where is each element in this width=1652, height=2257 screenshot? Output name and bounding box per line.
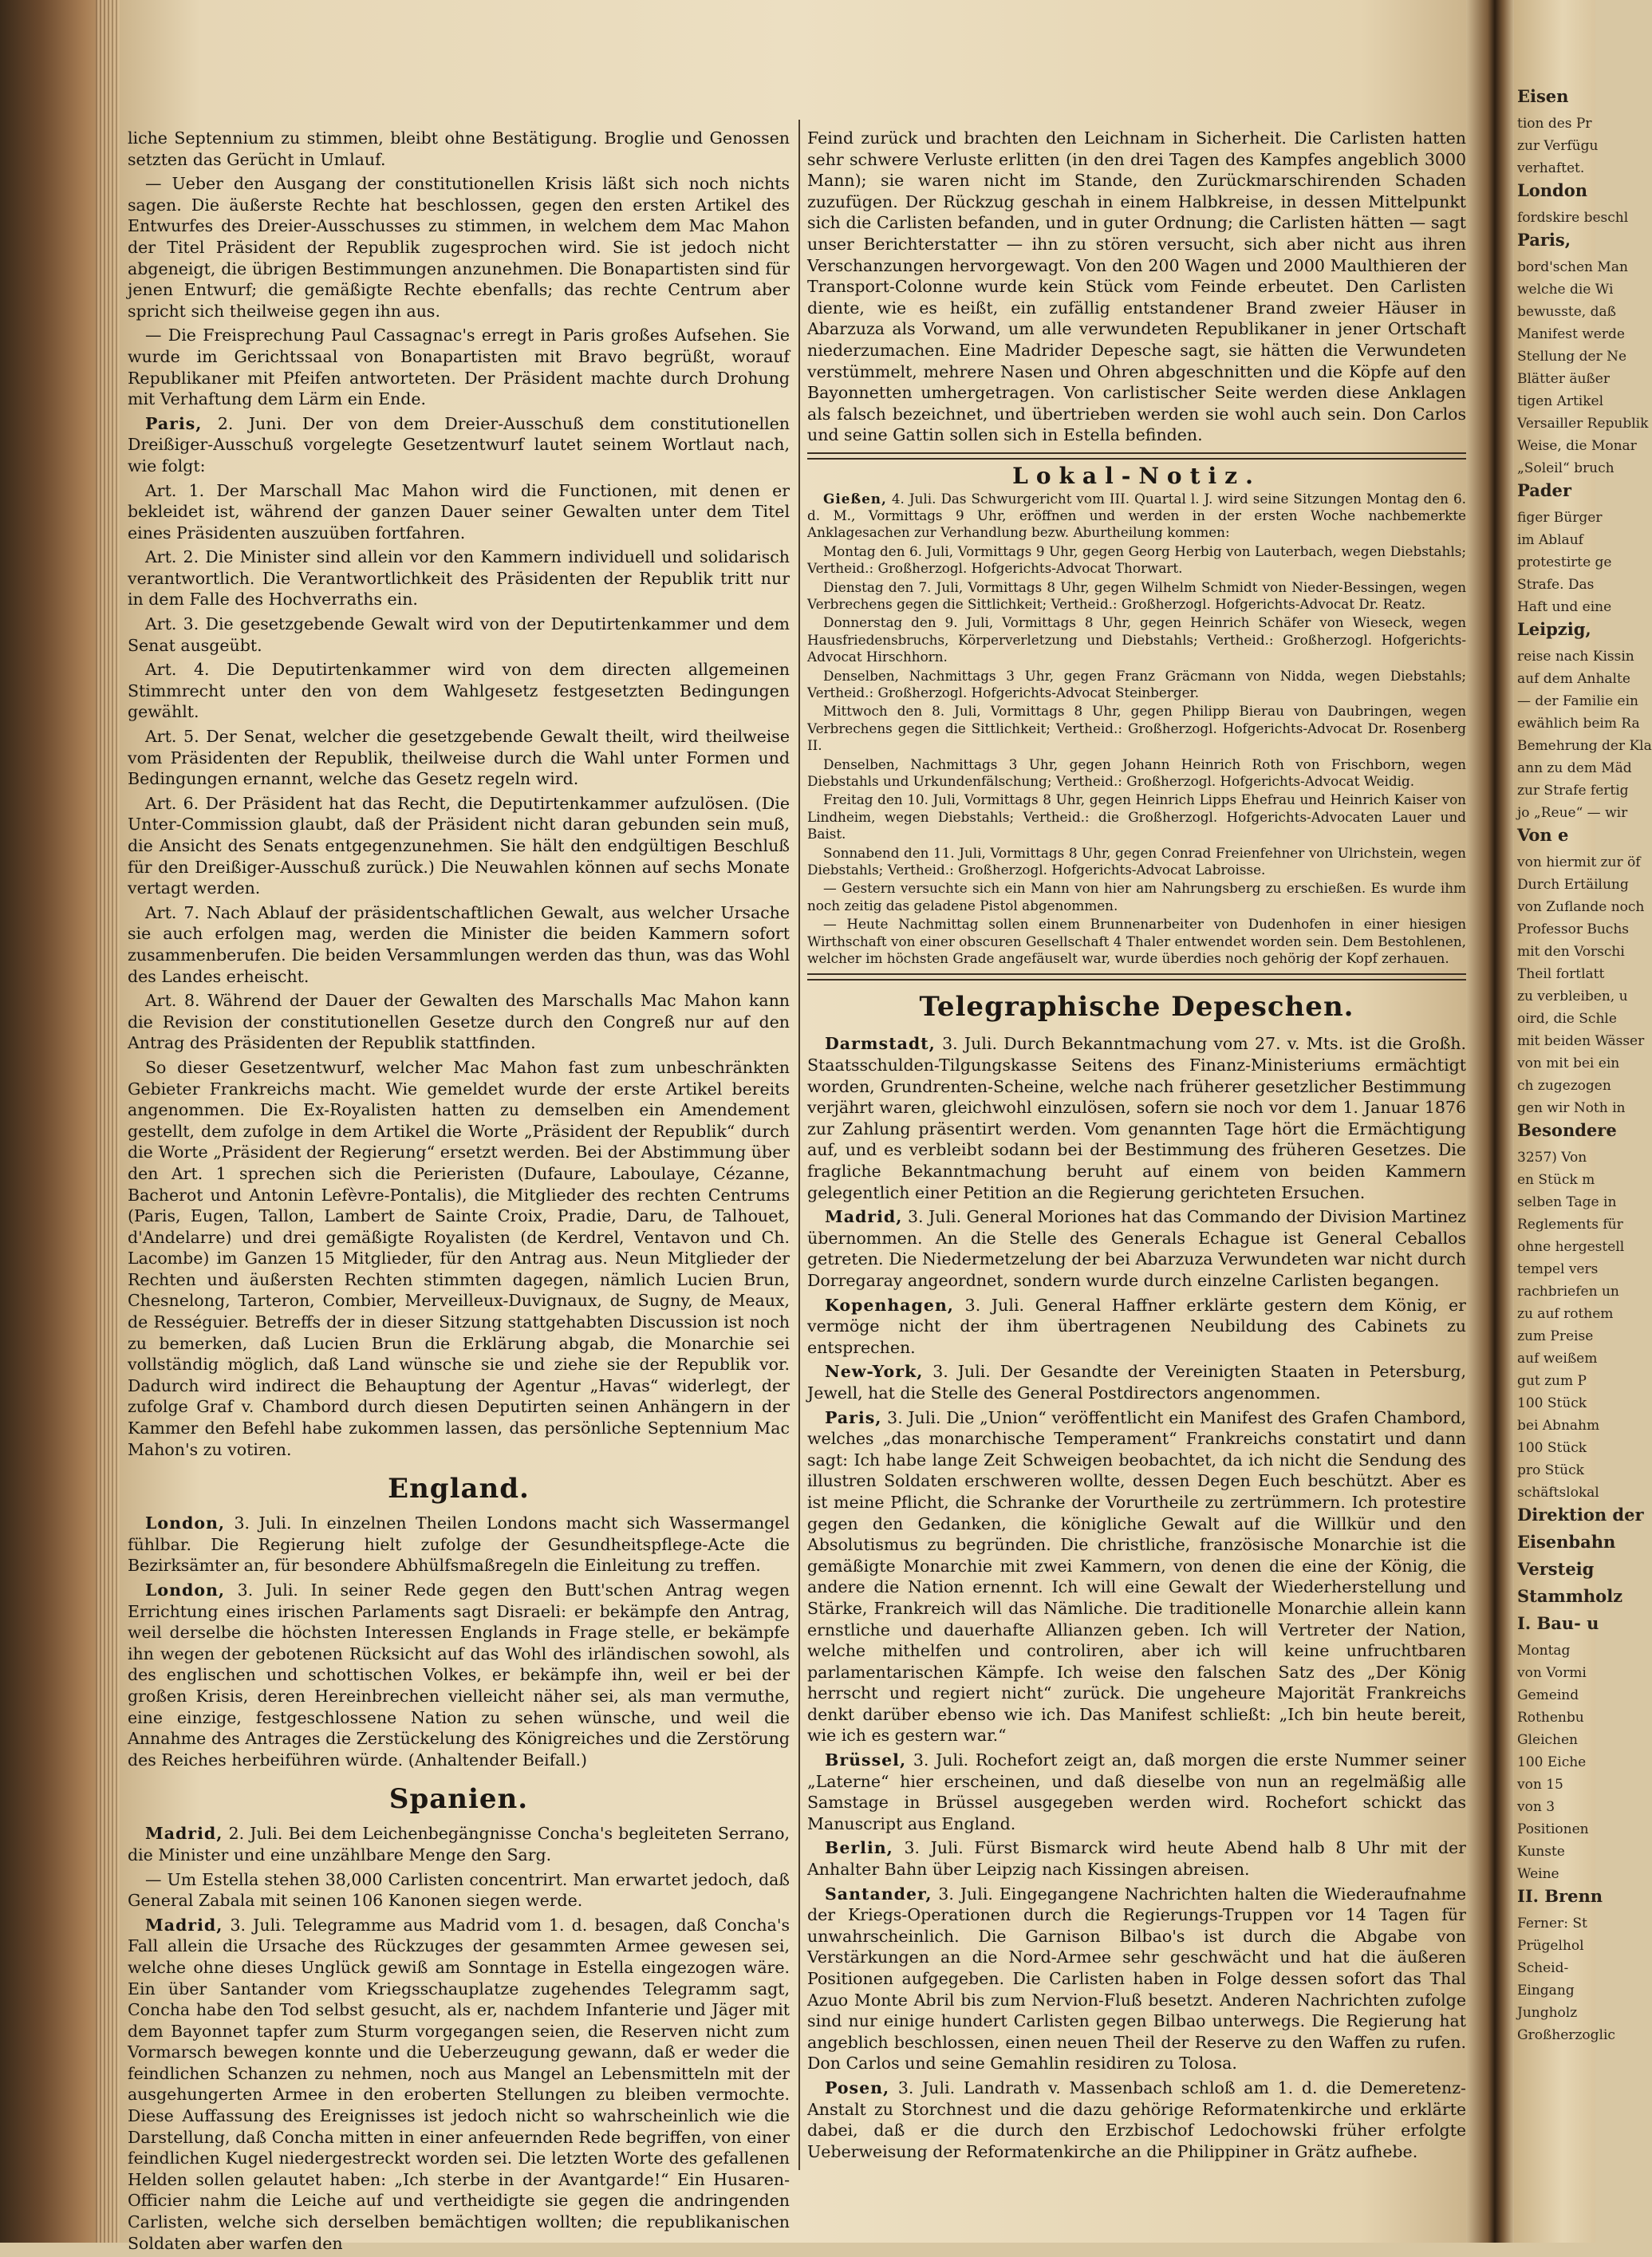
lokal-entry: Mittwoch den 8. Juli, Vormittags 8 Uhr, gegen Philipp Bierau von Daubringen, wegen Verbrechens gegen die Sittlichkeit; Vertheid.: Großherzogl. Hofgerichts-Advocat Dr. Rosenberg II. <box>807 703 1466 754</box>
lokal-entry: Denselben, Nachmittags 3 Uhr, gegen Johann Heinrich Roth von Frischborn, wegen Diebstahls und Urkundenfälschung; Vertheid.: Großherzogl. Hofgerichts-Advocat Weidig. <box>807 756 1466 789</box>
dateline: London, <box>145 1513 226 1533</box>
telegram-item <box>807 1295 1466 1359</box>
facing-page-line: Versailler Republik <box>1517 416 1649 432</box>
facing-page-line: Paris, <box>1517 230 1571 250</box>
item-text: — Um Estella stehen 38,000 Carlisten concentrirt. Man erwartet jedoch, daß General Zabala mit seinen 106 Kanonen siegen werde. <box>128 1869 790 1911</box>
facing-page-line: selben Tage in <box>1517 1194 1617 1210</box>
facing-page-line: Prügelhol <box>1517 1938 1584 1954</box>
facing-page-line: ann zu dem Mäd <box>1517 760 1632 776</box>
facing-page-line: ch zugezogen <box>1517 1078 1611 1094</box>
facing-page-line: Weise, die Monar <box>1517 438 1637 454</box>
lokal-entry: Freitag den 10. Juli, Vormittags 8 Uhr, gegen Heinrich Lipps Ehefrau und Heinrich Kaiser von Lindheim, wegen Diebstahls; Vertheid.: die Großherzogl. Hofgerichts-Advocaten Lauer und Baist. <box>807 791 1466 842</box>
facing-page-line: Manifest werde <box>1517 326 1625 342</box>
lokal-entry: — Gestern versuchte sich ein Mann von hier am Nahrungsberg zu erschießen. Es wurde ihm noch zeitig das geladene Pistol abgenommen. <box>807 880 1466 913</box>
date: 3. Juli. <box>897 2077 956 2097</box>
telegram-item <box>807 1407 1466 1747</box>
facing-page-line: verhaftet. <box>1517 160 1585 176</box>
facing-page-line: rachbriefen un <box>1517 1284 1619 1300</box>
facing-page-line: — der Familie ein <box>1517 693 1638 709</box>
item-text: Die „Union“ veröffentlicht ein Manifest des Grafen Chambord, welches „das monarchische Temperament“ Frankreichs constatirt und dann sagt: Ich habe lange Zeit Schweigen beobachtet, da ich nicht die Sendung des illustren Soldaten erschweren wollte, dessen Degen Euch beschützt. Aber es ist meine Pflicht, die Schranke der Vorurtheile zu zertrümmern. Ich protestire gegen den Gedanken, die königliche Gewalt auf die Willkür und den Absolutismus zu begründen. Die christliche, französische Monarchie ist die gemäßigte Monarchie mit zwei Kammern, von denen die eine der König, die andere die Nation ernennt. Ich will eine Gewalt der Wiederherstellung und Stärke, Frankreich will das Nämliche. Die traditionelle Monarchie allein kann ernstliche und dauerhafte Allianzen geben. Ich will Vertreter der Nation, welche mithelfen und controliren, aber ich will keine unfruchtbaren parlamentarischen Kämpfe. Ich weise den falschen Satz des „Der König herrscht und regiert nicht“ zurück. Die ungeheure Majorität Frankreichs denkt darüber ebenso wie ich. Das Manifest schließt: „Ich bin heute bereit, wie ich es gestern war.“ <box>807 1407 1466 1746</box>
dateline: Kopenhagen, <box>825 1295 954 1315</box>
dateline: London, <box>145 1580 226 1600</box>
facing-page-line: Bemehrung der Kla <box>1517 738 1652 754</box>
section-heading-spanien: Spanien. <box>388 1783 529 1816</box>
paragraph: So dieser Gesetzentwurf, welcher Mac Mahon fast zum unbeschränkten Gebieter Frankreichs macht. Wie gemeldet wurde der erste Artikel bereits angenommen. Die Ex-Royalisten hatten zu demselben ein Amendement gestellt, dem zufolge in dem Artikel die Worte „Präsident der Republik“ durch die Worte „Präsident der Regierung“ ersetzt werden. Bei der Abstimmung über den Art. 1 sprechen sich die Perieristen (Dufaure, Laboulaye, Cézanne, Bacherot und Antonin Lefèvre-Pontalis), die Mitglieder des rechten Centrums (Paris, Eugen, Tallon, Lambert de Sainte Croix, Pradie, Daru, de Talhouet, d'Andelarre) und drei gemäßigte Royalisten (de Kerdrel, Ventavon und Ch. Lacombe) im Ganzen 15 Mitglieder, für den Antrag aus. Neun Mitglieder der Rechten und äußersten Rechten stimmten dagegen, nämlich Lucien Brun, Chesnelong, Tarteron, Combier, Merveilleux-Duvignaux, de Sugny, de Meaux, de Rességuier. Betreffs der in dieser Sitzung stattgehabten Discussion ist noch zu bemerken, daß Lucien Brun die Erklärung abgab, die Monarchie sei vollständig möglich, daß Land wünsche sie und ziehe sie der Republik vor. Dadurch wird indirect die Behauptung der Agentur „Havas“ widerlegt, der zufolge Graf v. Chambord durch diesen Deputirten seinen Anhängern in der Kammer den Befehl habe zukommen lassen, das persönliche Septennium Mac Mahon's zu votiren. <box>128 1057 790 1459</box>
right-column <box>807 128 1466 2165</box>
article: Art. 1. Der Marschall Mac Mahon wird die Functionen, mit denen er bekleidet ist, während der ganzen Dauer seiner Gewalten unter dem Titel eines Präsidenten auszuüben fortfahren. <box>128 480 790 543</box>
facing-page-line: Rothenbu <box>1517 1710 1584 1726</box>
news-item <box>128 1513 790 1576</box>
item-text: In einzelnen Theilen Londons macht sich Wassermangel fühlbar. Die Regierung hielt zufolge der Gesundheitspflege-Acte die Bezirksämter an, für besondere Abhülfsmaßregeln die Einleitung zu treffen. <box>128 1513 790 1576</box>
facing-page-line: Eisenbahn <box>1517 1532 1616 1552</box>
facing-page-line: mit den Vorschi <box>1517 944 1625 960</box>
item-text: General Haffner erklärte gestern dem König, er vermöge nicht der ihm übertragenen Neubildung des Cabinets zu entsprechen. <box>807 1295 1466 1357</box>
article: Art. 7. Nach Ablauf der präsidentschaftlichen Gewalt, aus welcher Ursache sie auch erfolgen mag, werden die Minister die beiden Kammern sofort zusammenberufen. Die beiden Versammlungen werden das thun, was das Wohl des Landes erheischt. <box>128 902 790 986</box>
facing-page-line: Gleichen <box>1517 1732 1578 1748</box>
telegram-item <box>807 1750 1466 1834</box>
article: Art. 8. Während der Dauer der Gewalten des Marschalls Mac Mahon kann die Revision der constitutionellen Gesetze durch den Congreß nur auf den Antrag des Präsidenten der Republik stattfinden. <box>128 991 790 1053</box>
date: 3. Juli. <box>942 1034 997 1054</box>
news-item <box>128 1823 790 1865</box>
date: 3. Juli. <box>887 1407 941 1427</box>
facing-page-line: London <box>1517 180 1587 200</box>
article: Art. 5. Der Senat, welcher die gesetzgebende Gewalt theilt, wird theilweise vom Präsidenten der Republik, theilweise durch die Wahl unter Formen und Bedingungen ernannt, welche das Gesetz regeln wird. <box>128 727 790 789</box>
facing-page-line: Blätter äußer <box>1517 371 1610 387</box>
facing-page-line: Besondere <box>1517 1120 1617 1140</box>
facing-page-line: fordskire beschl <box>1517 210 1629 226</box>
facing-page-line: Gemeind <box>1517 1687 1579 1703</box>
lokal-entry: Montag den 6. Juli, Vormittags 9 Uhr, gegen Georg Herbig von Lauterbach, wegen Diebstahls; Vertheid.: Großherzogl. Hofgerichts-Advocat Thorwart. <box>807 543 1466 577</box>
item-text: General Moriones hat das Commando der Division Martinez übernommen. An die Stelle des Generals Echague ist General Ceballos getreten. Die Niedermetzelung der bei Abarzuza Verwundeten war nicht durch Dorregaray angeordnet, sondern wurde durch einzelne Carlisten begangen. <box>807 1207 1466 1290</box>
facing-page-line: en Stück m <box>1517 1172 1595 1188</box>
facing-page-line: bei Abnahm <box>1517 1418 1600 1434</box>
facing-page-line: Ferner: St <box>1517 1916 1587 1931</box>
date: 3. Juli. <box>938 1884 993 1904</box>
facing-page-line: Professor Buchs <box>1517 921 1630 937</box>
facing-page-line: zur Verfügu <box>1517 138 1599 154</box>
lokal-entry: Sonnabend den 11. Juli, Vormittags 8 Uhr, gegen Conrad Freienfehner von Ulrichstein, wegen Diebstahls; Vertheid.: Großherzogl. Hofgerichts-Advocat Labroisse. <box>807 844 1466 878</box>
facing-page-line: Theil fortlatt <box>1517 966 1605 982</box>
facing-page-line: tigen Artikel <box>1517 393 1604 409</box>
item-text: Landrath v. Massenbach schloß am 1. d. die Demeretenz-Anstalt zu Storchnest und die dazu gehörige Reformatenkirche und erklärte dabei, daß er die durch den Erzbischof Ledochowski früher erfolgte Ueberweisung der Reformatenkirche an die Philippiner in Grätz aufhebe. <box>807 2077 1466 2161</box>
facing-page-line: Reglements für <box>1517 1217 1623 1233</box>
section-rule <box>807 452 1466 460</box>
facing-page-line: Eingang <box>1517 1983 1575 1999</box>
facing-page-line: von mit bei ein <box>1517 1056 1620 1071</box>
telegram-item <box>807 1884 1466 2074</box>
date: 3. Juli. <box>913 1750 969 1770</box>
facing-page-line: von Vormi <box>1517 1665 1587 1681</box>
facing-page-line: tempel vers <box>1517 1261 1599 1277</box>
dateline: Berlin, <box>825 1838 893 1858</box>
item-text: Eingegangene Nachrichten halten die Wiederaufnahme der Kriegs-Operationen durch die Regierungs-Truppen vor 14 Tagen für unwahrscheinlich. Die Garnison Bilbao's ist durch die Abgabe von Verstärkungen an die Nord-Armee sehr geschwächt und hat die äußeren Positionen aufgegeben. Die Carlisten haben in Folge dessen sofort das Thal Azuo Monte Abril bis zum Nervion-Fluß besetzt. Anderen Nachrichten zufolge sind nur einige hundert Carlisten gegen Bilbao unterwegs. Die Regierung hat angeblich beschlossen, einen neuen Theil der Reserve zu den Waffen zu rufen. Don Carlos und seine Gemahlin residiren zu Tolosa. <box>807 1884 1466 2074</box>
facing-page-line: zum Preise <box>1517 1328 1594 1344</box>
facing-page-line: Versteig <box>1517 1559 1595 1579</box>
facing-page-line: Positionen <box>1517 1821 1589 1837</box>
telegram-item <box>807 1837 1466 1880</box>
section-heading-england: England. <box>388 1473 530 1505</box>
facing-page-line: von hiermit zur öf <box>1517 854 1641 870</box>
facing-page-line: Pader <box>1517 480 1571 500</box>
facing-page-line: oird, die Schle <box>1517 1011 1617 1027</box>
facing-page-line: auf weißem <box>1517 1351 1598 1367</box>
facing-page-line: 100 Eiche <box>1517 1754 1587 1770</box>
facing-page-line: Leipzig, <box>1517 619 1591 639</box>
facing-page-line: protestirte ge <box>1517 554 1612 570</box>
facing-page-line: figer Bürger <box>1517 510 1603 526</box>
facing-page-line: zur Strafe fertig <box>1517 783 1629 799</box>
facing-page-line: 100 Stück <box>1517 1395 1587 1411</box>
facing-page-line: Großherzoglic <box>1517 2027 1615 2043</box>
facing-page-line: gut zum P <box>1517 1373 1587 1389</box>
lokal-entry: — Heute Nachmittag sollen einem Brunnenarbeiter von Dudenhofen in einer hiesigen Wirthschaft von einer obscuren Gesellschaft 4 Thaler entwendet worden sein. Dem Bestohlenen, welcher im höchsten Grade angefäuselt war, wurde überdies noch gehörig der Kopf zerhauen. <box>807 916 1466 967</box>
facing-page-line: Jungholz <box>1517 2005 1578 2021</box>
lokal-entry: Dienstag den 7. Juli, Vormittags 8 Uhr, gegen Wilhelm Schmidt von Nieder-Bessingen, wegen Verbrechens gegen die Sittlichkeit; Vertheid.: Großherzogl. Hofgerichts-Advocat Dr. Reatz. <box>807 578 1466 612</box>
facing-page-line: zu auf rothem <box>1517 1306 1614 1322</box>
facing-page-line: pro Stück <box>1517 1462 1584 1478</box>
news-item <box>128 1580 790 1770</box>
book-gutter <box>1466 0 1514 2243</box>
paragraph: — Ueber den Ausgang der constitutionellen Krisis läßt sich noch nichts sagen. Die äußerste Rechte hat beschlossen, gegen den ersten Artikel des Entwurfes des Dreier-Ausschusses zu stimmen, in welchem dem Mac Mahon der Titel Präsident der Republik zugesprochen wird. Sie ist jedoch nicht abgeneigt, die übrigen Bestimmungen anzunehmen. Die Bonapartisten sind für jenen Entwurf; die gemäßigte Rechte ebenfalls; das rechte Centrum aber spricht sich theilweise gegen ihn aus. <box>128 174 790 321</box>
facing-page-line: 100 Stück <box>1517 1440 1587 1456</box>
lokal-intro <box>807 491 1466 542</box>
date: 3. Juli. <box>964 1295 1025 1315</box>
facing-page-line: von Zuflande noch <box>1517 899 1645 915</box>
dateline: New-York, <box>825 1362 924 1382</box>
telegram-item <box>807 1033 1466 1203</box>
facing-page-line: von 15 <box>1517 1777 1563 1793</box>
item-text: Fürst Bismarck wird heute Abend halb 8 Uhr mit der Anhalter Bahn über Leipzig nach Kissingen abreisen. <box>807 1838 1466 1880</box>
facing-page-line: gen wir Noth in <box>1517 1100 1626 1116</box>
facing-page-line: Scheid- <box>1517 1960 1569 1976</box>
telegram-item <box>807 2077 1466 2162</box>
telegram-item <box>807 1206 1466 1291</box>
facing-page-fragment <box>1514 0 1652 2243</box>
article: Art. 3. Die gesetzgebende Gewalt wird von der Deputirtenkammer und dem Senat ausgeübt. <box>128 614 790 655</box>
article: Art. 2. Die Minister sind allein vor den Kammern individuell und solidarisch verantwortlich. Die Verantwortlichkeit des Präsidenten der Republik tritt nur in dem Falle des Hochverraths ein. <box>128 547 790 610</box>
facing-page-line: Montag <box>1517 1643 1571 1659</box>
facing-page-line: ewählich beim Ra <box>1517 716 1640 732</box>
facing-page-line: Stammholz <box>1517 1586 1623 1606</box>
facing-page-line: welche die Wi <box>1517 282 1614 298</box>
facing-page-line: im Ablauf <box>1517 532 1583 548</box>
facing-page-line: Direktion der <box>1517 1505 1644 1525</box>
dateline: Gießen, <box>823 490 887 507</box>
facing-page-line: 3257) Von <box>1517 1150 1587 1166</box>
date: 3. Juli. <box>904 1838 964 1858</box>
book-spine-left <box>0 0 120 2243</box>
dateline: Brüssel, <box>825 1750 907 1770</box>
paragraph: liche Septennium zu stimmen, bleibt ohne Bestätigung. Broglie und Genossen setzten das Gerücht in Umlauf. <box>128 128 790 169</box>
facing-page-line: schäftslokal <box>1517 1485 1599 1501</box>
news-item <box>128 1915 790 2255</box>
section-heading-telegraph: Telegraphische Depeschen. <box>919 991 1354 1024</box>
article: Art. 4. Die Deputirtenkammer wird von dem directen allgemeinen Stimmrecht unter den von dem Wahlgesetz festgesetzten Bedingungen gewählt. <box>128 660 790 722</box>
dateline: Posen, <box>825 2077 890 2097</box>
facing-page-line: jo „Reue“ — wir <box>1517 805 1628 821</box>
date: 4. Juli. <box>891 490 936 507</box>
facing-page-line: Stellung der Ne <box>1517 349 1627 365</box>
date: 2. Juni. <box>217 413 287 433</box>
facing-page-line: Weine <box>1517 1866 1559 1882</box>
facing-page-line: Eisen <box>1517 86 1569 106</box>
facing-page-line: zu verbleiben, u <box>1517 988 1628 1004</box>
dateline: Santander, <box>825 1884 932 1904</box>
item-text: Telegramme aus Madrid vom 1. d. besagen, daß Concha's Fall allein die Ursache des Rückzuges der gesammten Armee gewesen sei, welche ohne dieses Unglück gewiß am Sonntage in Estella eingezogen wäre. Ein über Santander vom Kriegsschauplatze zugehendes Telegramm sagt, Concha habe den Tod selbst gesucht, als er, nachdem Infanterie und Jäger mit dem Bayonnet tapfer zum Sturm vorgegangen seien, die Reserven nicht zum Vormarsch bewegen konnte und die Ueberzeugung gewann, daß er weder die feindlichen Schanzen zu nehmen, noch aus Mangel an Lebensmitteln mit der ausgehungerten Armee in den eroberten Stellungen zu bleiben vermochte. Diese Auffassung des Ereignisses ist jedoch nicht so wahrscheinlich wie die Darstellung, daß Concha mitten in einer anfeuernden Rede begriffen, von einer feindlichen Kugel niedergestreckt worden sei. Die letzten Worte des gefallenen Helden sollen gelautet haben: „Ich sterbe in der Avantgarde!“ Ein Husaren-Officier nahm die Leiche auf und vertheidigte sie gegen die andringenden Carlisten, welche sich derselben bemächtigen wollten; die republikanischen Soldaten aber warfen den <box>128 1915 790 2253</box>
date: 3. Juli. <box>230 1915 286 1935</box>
left-column <box>128 128 790 2257</box>
facing-page-line: ohne hergestell <box>1517 1239 1625 1255</box>
facing-page-line: bewusste, daß <box>1517 304 1616 320</box>
date: 3. Juli. <box>932 1362 991 1382</box>
lokal-notiz <box>807 491 1466 968</box>
item-text: Der Gesandte der Vereinigten Staaten in Petersburg, Jewell, hat die Stelle des General Postdirectors angenommen. <box>807 1362 1466 1403</box>
lokal-entry: Donnerstag den 9. Juli, Vormittags 8 Uhr, gegen Heinrich Schäfer von Wieseck, wegen Hausfriedensbruchs, Körperverletzung und Diebstahls; Vertheid.: Großherzogl. Hofgerichts-Advocat Hirschhorn. <box>807 614 1466 665</box>
lokal-entry: Denselben, Nachmittags 3 Uhr, gegen Franz Gräcmann von Nidda, wegen Diebstahls; Vertheid.: Großherzogl. Hofgerichts-Advocat Steinberger. <box>807 667 1466 700</box>
facing-page-line: mit beiden Wässer <box>1517 1033 1645 1049</box>
item-text: Rochefort zeigt an, daß morgen die erste Nummer seiner „Laterne“ hier erscheinen, und daß dieselbe von nun an regelmäßig alle Samstage in Brüssel ausgegeben werden wird. Rochefort schickt das Manuscript aus England. <box>807 1750 1466 1833</box>
date: 3. Juli. <box>907 1207 962 1227</box>
facing-page-line: Strafe. Das <box>1517 577 1595 593</box>
dateline: Madrid, <box>145 1915 223 1935</box>
paragraph: — Die Freisprechung Paul Cassagnac's erregt in Paris großes Aufsehen. Sie wurde im Gerichtssaal von Bonapartisten mit Bravo begrüßt, worauf Republikaner mit Pfeifen antworteten. Der Präsident machte durch Drohung mit Verhaftung dem Lärm ein Ende. <box>128 326 790 409</box>
facing-page-line: Kunste <box>1517 1844 1565 1860</box>
item-text: Bei dem Leichenbegängnisse Concha's begleiteten Serrano, die Minister und eine unzählbare Menge den Sarg. <box>128 1824 790 1864</box>
facing-page-line: Von e <box>1517 825 1569 845</box>
dateline: Madrid, <box>145 1824 223 1844</box>
date: 2. Juli. <box>228 1824 283 1844</box>
telegram-item <box>807 1361 1466 1403</box>
date: 3. Juli. <box>234 1513 292 1533</box>
facing-page-line: von 3 <box>1517 1799 1555 1815</box>
paris-item <box>128 413 790 477</box>
section-heading-lokal: Lokal-Notiz. <box>1012 462 1261 489</box>
facing-page-line: Haft und eine <box>1517 599 1612 615</box>
column-divider <box>798 120 800 2170</box>
item-text: Der von dem Dreier-Ausschuß dem constitutionellen Dreißiger-Ausschuß vorgelegte Gesetzentwurf lautet seinem Wortlaut nach, wie folgt: <box>128 413 790 475</box>
facing-page-line: „Soleil“ bruch <box>1517 460 1615 476</box>
facing-page-line: bord'schen Man <box>1517 259 1628 275</box>
item-text: Das Schwurgericht vom III. Quartal l. J. wird seine Sitzungen Montag den 6. d. M., Vormittags 9 Uhr, eröffnen und werden in der ersten Woche nachbemerkte Anklagesachen zur Verhandlung bezw. Aburtheilung kommen: <box>807 490 1466 541</box>
item-text: Durch Bekanntmachung vom 27. v. Mts. ist die Großh. Staatsschulden-Tilgungskasse Seitens des Finanz-Ministeriums ermächtigt worden, Grundrenten-Scheine, welche nach früherer gesetzlicher Bestimmung verjährt waren, gleichwohl einzulösen, sofern sie noch vor dem 1. Januar 1876 zur Zahlung präsentirt werden. Vom genannten Tage hört die Ermächtigung auf, und es verbleibt sodann bei der Bestimmung des früheren Gesetzes. Die fragliche Bekanntmachung beruht auf einem von beiden Kammern gelegentlich einer Petition an die Regierung gerichteten Ersuchen. <box>807 1034 1466 1202</box>
article: Art. 6. Der Präsident hat das Recht, die Deputirtenkammer aufzulösen. (Die Unter-Commission glaubt, daß der Präsident nicht daran gebunden sein muß, die Ansicht des Senats entgegenzunehmen. Sie hält den endgültigen Beschluß für den Dreißiger-Ausschuß zurück.) Die Neuwahlen können auf sechs Monate vertagt werden. <box>128 793 790 898</box>
dateline: Paris, <box>825 1407 882 1427</box>
item-text: In seiner Rede gegen den Butt'schen Antrag wegen Errichtung eines irischen Parlaments sagt Disraeli: er bekämpfe den Antrag, weil derselbe die höchsten Interessen Englands in Frage stelle, er bekämpfe ihn wegen der gebotenen Rücksicht auf das Wohl des irländischen sowohl, als des englischen und schottischen Volkes, er bekämpfe ihn, weil er bei der großen Krisis, deren Hereinbrechen vielleicht näher sei, als man vermuthe, eine einzige, festgeschlossene Nation zu sehen wünsche, und weil die Annahme des Antrages die Zerstückelung des Königreiches und die Zerstörung des Reiches herbeiführen würde. (Anhaltender Beifall.) <box>128 1580 790 1770</box>
facing-page-line: tion des Pr <box>1517 116 1592 132</box>
news-item <box>128 1869 790 1912</box>
facing-page-line: auf dem Anhalte <box>1517 671 1630 687</box>
dateline: Darmstadt, <box>825 1034 936 1054</box>
dateline: Madrid, <box>825 1207 903 1227</box>
paragraph: Feind zurück und brachten den Leichnam in Sicherheit. Die Carlisten hatten sehr schwere Verluste erlitten (in den drei Tagen des Kampfes angeblich 3000 Mann); sie waren nicht im Stande, den Zurückmarschirenden Schaden zuzufügen. Der Rückzug geschah in einem Halbkreise, in dessen Mittelpunkt sich die Carlisten befanden, und in guter Ordnung; die Carlisten hätten — sagt unser Berichterstatter — ihn zu stören versucht, sich aber nicht aus ihren Verschanzungen hervorgewagt. Von den 200 Wagen und 2000 Maulthieren der Transport-Colonne wurde kein Stück vom Feinde erbeutet. Den Carlisten diente, wie es heißt, ein zufällig entstandener Brand zweier Häuser in Abarzuza als Vorwand, um alle verwundeten Republikaner in jener Ortschaft niederzumachen. Eine Madrider Depesche sagt, sie hätten die Verwundeten verstümmelt, mehrere Nasen und Ohren abgeschnitten und die Köpfe auf den Bayonnetten umhergetragen. Von carlistischer Seite werden diese Anklagen als falsch bezeichnet, und übertrieben werden sie wohl auch sein. Don Carlos und seine Gattin sollen sich in Estella befinden. <box>807 128 1466 445</box>
facing-page-line: Durch Ertäilung <box>1517 877 1629 893</box>
section-rule <box>807 973 1466 981</box>
facing-page-line: reise nach Kissin <box>1517 649 1634 665</box>
dateline: Paris, <box>145 413 203 433</box>
facing-page-line: II. Brenn <box>1517 1886 1603 1906</box>
facing-page-line: I. Bau- u <box>1517 1613 1599 1633</box>
date: 3. Juli. <box>237 1580 298 1600</box>
